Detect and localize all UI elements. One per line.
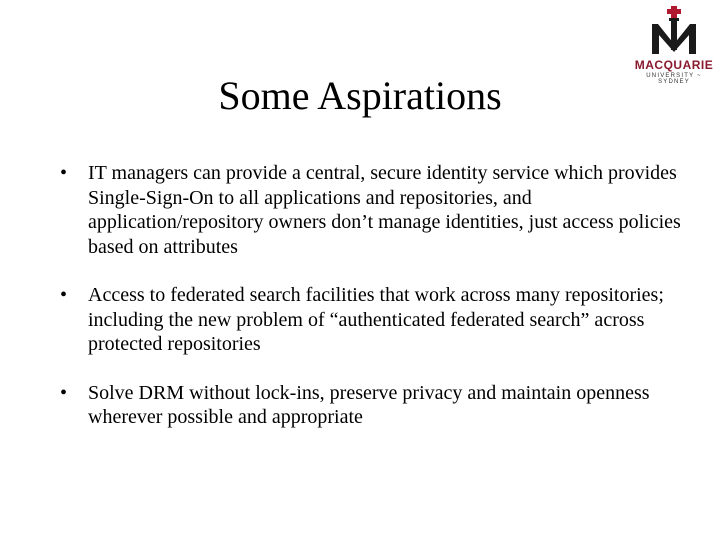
bullet-icon: • xyxy=(60,381,68,404)
bullet-item-federated-search xyxy=(60,283,700,357)
macquarie-lighthouse-icon xyxy=(630,4,718,58)
bullet-icon: • xyxy=(60,284,68,306)
slide-title: Some Aspirations xyxy=(218,73,502,118)
bullet-text: Solve DRM without lock-ins, preserve privacy and maintain openness wherever possible and appropriate xyxy=(88,381,650,428)
bullet-list xyxy=(60,161,700,430)
logo-subtitle: UNIVERSITY ~ SYDNEY xyxy=(646,73,702,85)
bullet-icon: • xyxy=(60,162,68,184)
logo-name: MACQUARIE xyxy=(634,58,714,72)
bullet-item-drm xyxy=(60,381,700,430)
bullet-text: IT managers can provide a central, secure identity service which provides Single-Sign-On to all applications and repositories, and application/repository owners don’t manage identities, just access policies based on attributes xyxy=(88,162,681,258)
bullet-text: Access to federated search facilities that work across many repositories; including the new problem of “authenticated federated search” across protected repositories xyxy=(88,284,664,355)
bullet-item-identity xyxy=(60,161,700,259)
